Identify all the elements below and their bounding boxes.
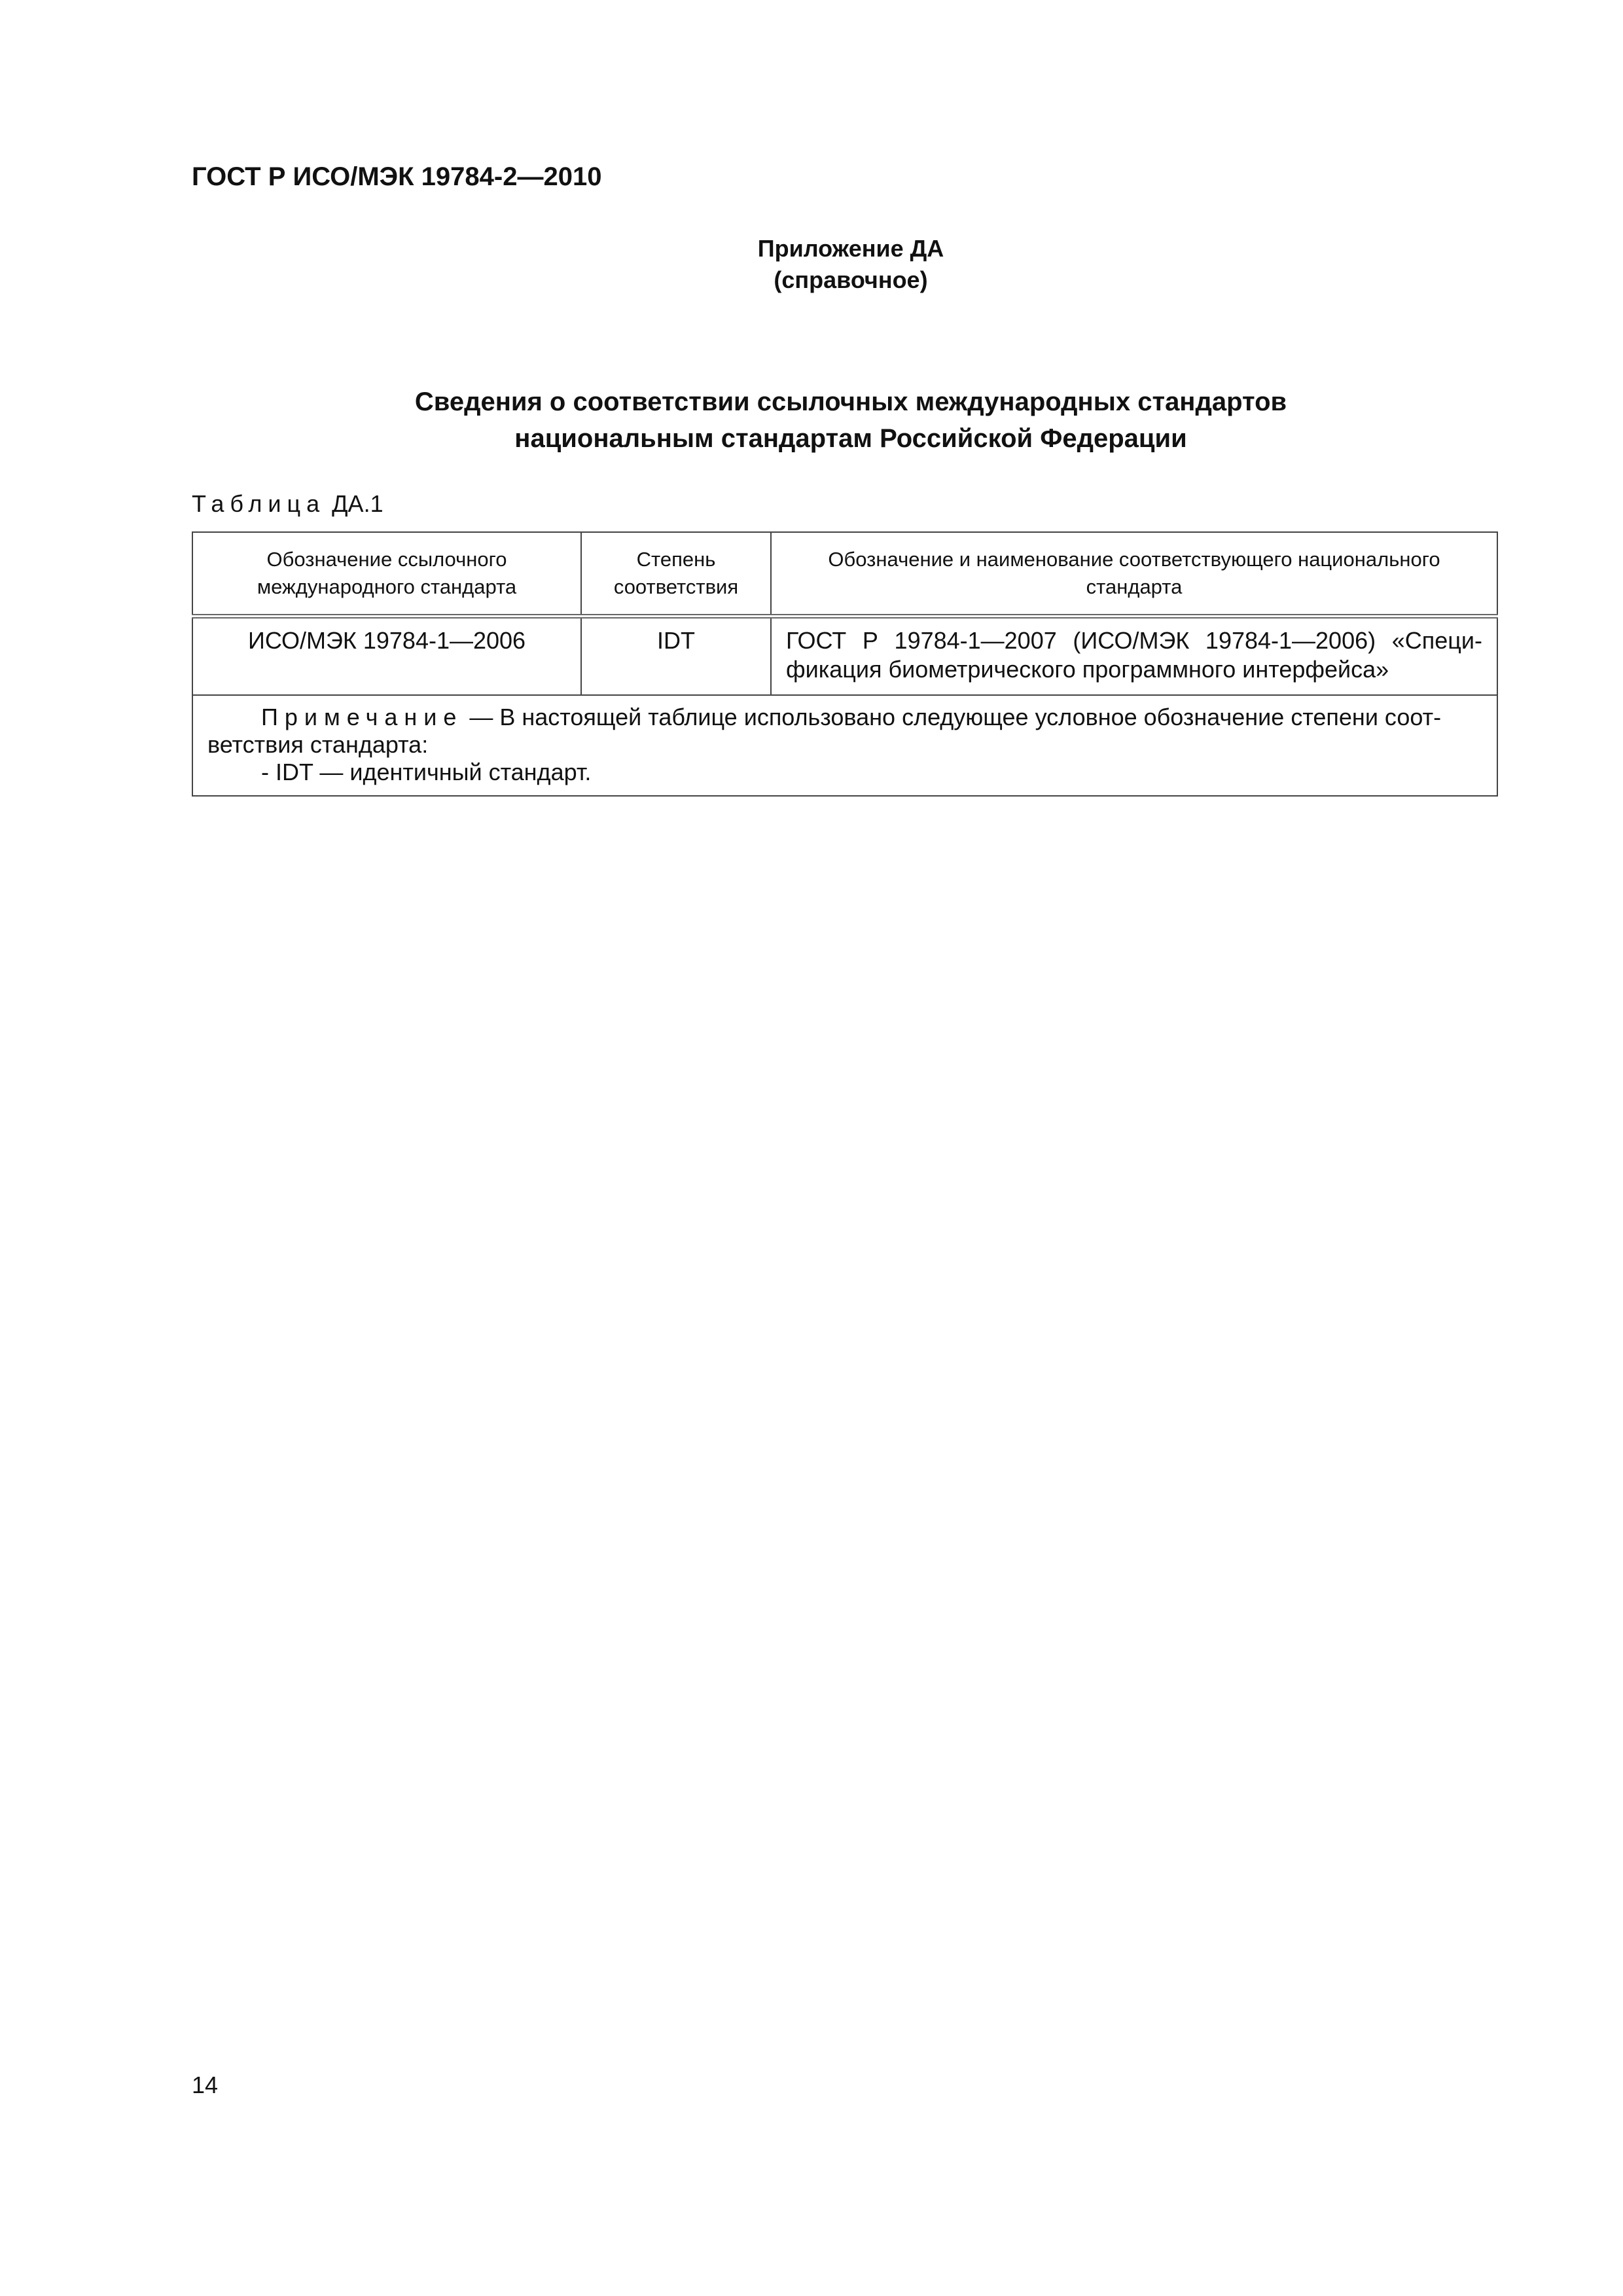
document-header: ГОСТ Р ИСО/МЭК 19784-2—2010 bbox=[192, 162, 602, 191]
note-line-3: - IDT — идентичный стандарт. bbox=[261, 759, 592, 785]
section-title-line-2: национальным стандартам Российской Федерации bbox=[514, 424, 1187, 453]
cell-national-standard-line-1: ГОСТ Р 19784-1—2007 (ИСО/МЭК 19784-1—2006) «Специ- bbox=[786, 627, 1482, 654]
note-label: Примечание bbox=[261, 704, 463, 730]
table-row bbox=[192, 617, 1497, 696]
appendix-type: (справочное) bbox=[774, 266, 928, 293]
cell-degree: IDT bbox=[581, 617, 771, 696]
cell-national-standard bbox=[771, 617, 1497, 696]
note-line-2: ветствия стандарта: bbox=[207, 731, 429, 758]
cell-national-standard-line-2: фикация биометрического программного интерфейса» bbox=[786, 656, 1389, 683]
table-caption bbox=[192, 490, 383, 518]
table-header-row bbox=[192, 532, 1497, 617]
column-header-national-standard: Обозначение и наименование соответствующего национального стандарта bbox=[771, 532, 1497, 617]
table-note-row bbox=[192, 695, 1497, 796]
table-note bbox=[192, 695, 1497, 796]
note-line-1 bbox=[207, 704, 1482, 731]
note-text: — В настоящей таблице использовано следующее условное обозначение степени соот- bbox=[463, 704, 1442, 730]
standards-correspondence-table bbox=[192, 531, 1498, 797]
appendix-label: Приложение ДА bbox=[757, 235, 944, 262]
page-number: 14 bbox=[192, 2072, 219, 2098]
appendix-heading bbox=[654, 233, 1047, 296]
column-header-degree: Степень соответствия bbox=[581, 532, 771, 617]
section-title-line-1: Сведения о соответствии ссылочных международных стандартов bbox=[414, 387, 1287, 416]
table-caption-word: Таблица bbox=[192, 490, 326, 517]
section-title bbox=[327, 384, 1374, 457]
cell-intl-standard: ИСО/МЭК 19784-1—2006 bbox=[192, 617, 581, 696]
column-header-intl-standard: Обозначение ссылочного международного стандарта bbox=[192, 532, 581, 617]
table-caption-number: ДА.1 bbox=[332, 490, 383, 517]
